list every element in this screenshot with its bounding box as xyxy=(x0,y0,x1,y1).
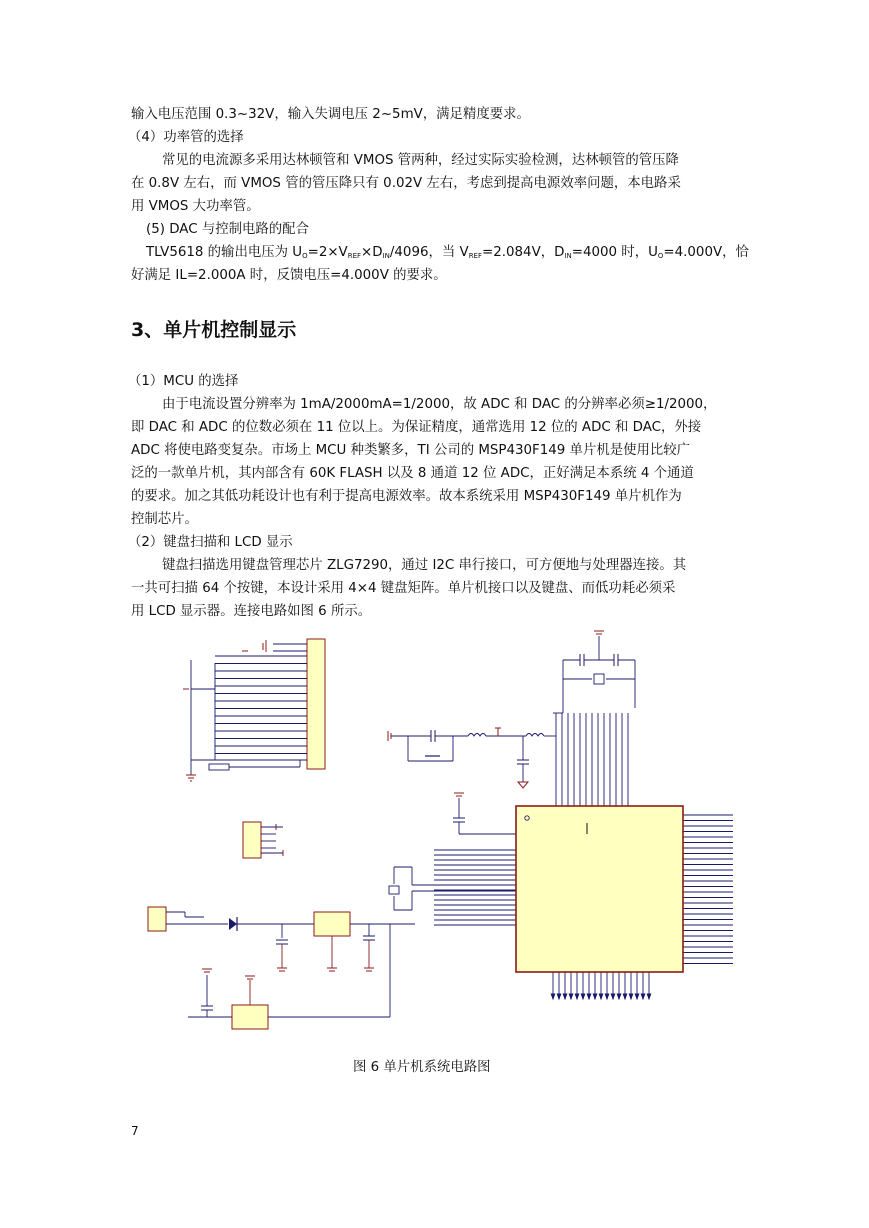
figure-caption: 图 6 单片机系统电路图 xyxy=(353,1060,491,1075)
subsection-power-transistor: （4）功率管的选择 xyxy=(128,130,244,145)
mcu-chip xyxy=(434,713,733,999)
text-line-19: 用 LCD 显示器。连接电路如图 6 所示。 xyxy=(131,604,372,619)
text-line-17: 键盘扫描选用键盘管理芯片 ZLG7290，通过 I2C 串行接口，可方便地与处理器连接。其 xyxy=(162,558,687,573)
text-line-1: 输入电压范围 0.3~32V，输入失调电压 2~5mV，满足精度要求。 xyxy=(131,107,530,122)
text-line-3: 常见的电流源多采用达林顿管和 VMOS 管两种，经过实际实验检测，达林顿管的管压降 xyxy=(162,153,679,168)
text-line-14: 的要求。加之其低功耗设计也有利于提高电源效率。故本系统采用 MSP430F149 单片机作为 xyxy=(131,489,682,504)
power-input-section xyxy=(148,907,415,1029)
text-line-13: 泛的一款单片机，其内部含有 60K FLASH 以及 8 通道 12 位 ADC，正好满足本系统 4 个通道 xyxy=(131,466,694,481)
text-line-formula: TLV5618 的输出电压为 $U_O=2\times V_{REF}\times D_{IN}/4096$，当 $V_{REF}=2.084V$，$D_{IN}=4000$ 时，$U_O=4.000V$，恰 xyxy=(146,245,749,260)
mcu-decoupling xyxy=(453,793,516,834)
small-connector xyxy=(243,822,283,858)
text-line-10: 由于电流设置分辨率为 1mA/2000mA=1/2000，故 ADC 和 DAC 的分辨率必须≥1/2000， xyxy=(162,397,717,412)
crystal-oscillator-left xyxy=(389,867,516,910)
text-line-15: 控制芯片。 xyxy=(131,512,198,527)
text-line-18: 一共可扫描 64 个按键，本设计采用 4×4 键盘矩阵。单片机接口以及键盘、而低功耗必须采 xyxy=(131,581,676,596)
subsection-dac-control: (5) DAC 与控制电路的配合 xyxy=(146,222,309,237)
text-line-8: 好满足 IL=2.000A 时，反馈电压=4.000V 的要求。 xyxy=(131,268,447,283)
text-line-4: 在 0.8V 左右，而 VMOS 管的管压降只有 0.02V 左右，考虑到提高电源效率问题，本电路采 xyxy=(131,176,681,191)
reset-circuit xyxy=(388,728,556,788)
subsection-mcu: （1）MCU 的选择 xyxy=(128,374,239,389)
text-line-12: ADC 将使电路变复杂。市场上 MCU 种类繁多，TI 公司的 MSP430F149 单片机是使用比较广 xyxy=(131,443,691,458)
text-line-11: 即 DAC 和 ADC 的位数必须在 11 位以上。为保证精度，通常选用 12 位的 ADC 和 DAC，外接 xyxy=(131,420,702,435)
crystal-oscillator-top xyxy=(553,631,635,713)
section-heading: 3、单片机控制显示 xyxy=(131,319,297,341)
text-line-5: 用 VMOS 大功率管。 xyxy=(131,199,260,214)
page-number: 7 xyxy=(131,1124,139,1138)
lcd-connector xyxy=(183,639,325,781)
subsection-keyboard-lcd: （2）键盘扫描和 LCD 显示 xyxy=(128,535,293,550)
